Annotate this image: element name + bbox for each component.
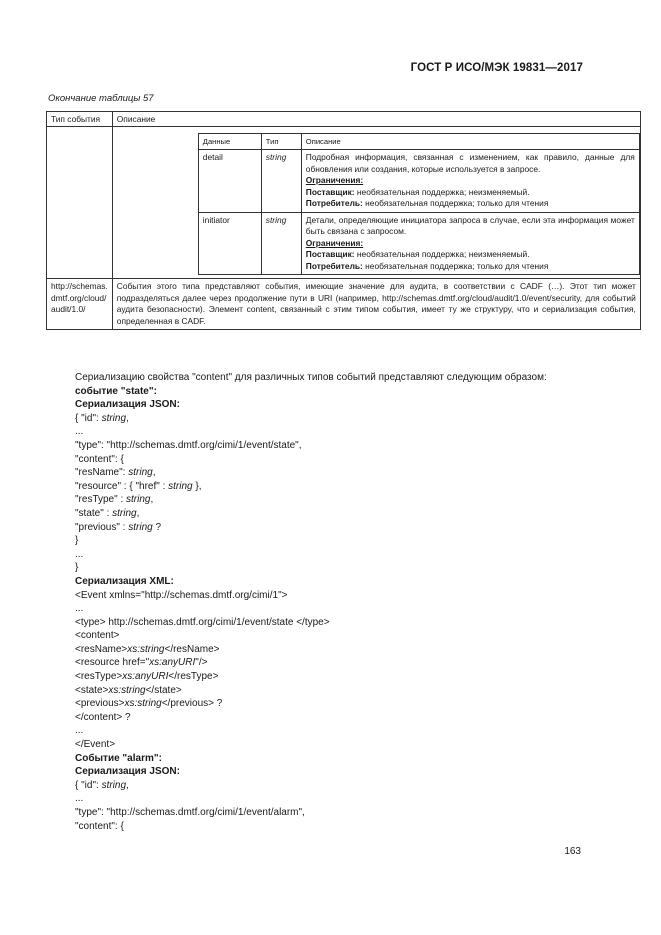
table-caption: Окончание таблицы 57 [48, 93, 154, 104]
provider-text: необязательная поддержка; неизменяемый. [354, 186, 530, 197]
json-heading: Сериализация JSON: [75, 399, 180, 411]
audit-type-cell: http://schemas. dmtf.org/cloud/ audit/1.0/ [47, 279, 113, 330]
provider-text: необязательная поддержка; неизменяемый. [354, 249, 530, 259]
page-number: 163 [564, 846, 581, 857]
state-heading: событие "state": [75, 385, 157, 397]
inner-header-data: Данные [198, 134, 261, 150]
table-header-row [47, 112, 641, 127]
data-desc-cell [301, 212, 639, 275]
xml-heading: Сериализация XML: [75, 575, 174, 587]
data-type-cell: string [261, 150, 301, 213]
inner-header-row [198, 134, 639, 150]
consumer-label: Потребитель: [305, 198, 363, 208]
inner-header-desc: Описание [301, 134, 639, 150]
consumer-label: Потребитель: [305, 260, 363, 271]
consumer-text: необязательная поддержка; только для чтения [362, 260, 549, 271]
audit-desc-cell: События этого типа представляют события, имеющие значение для аудита, в соответствии с CADF (…). Этот тип может подразделяться далее через продолжение пути в URI (например, http://schemas.dmtf.org/cloud/audit/1.0/event/security, для событий аудита безопасности). Элемент content, связанный с этим типом события, имеет ту же структуру, что и сериализация события, определенная в CADF. [112, 279, 640, 330]
provider-label: Поставщик: [305, 186, 355, 197]
state-section: событие "state": Сериализация JSON: { "id": string, ... "type": "http://schemas.dmtf.org/cimi/1/event/state", "content": { "resName": string, "resource" : { "href" : string }, "resType" : string, "state" : string, "previous" : string ? } ... } Сериализация XML: <Event xmlns="http://schemas.dmtf.org/cimi/1"> ... <type> http://schemas.dmtf.org/cimi/1/event/state </type> <content> <resName>xs:string</resName> <resource href="xs:anyURI"/> <resType>xs:anyURI</resType> <state>xs:string</state> <previous>xs:string</previous> ? </content> ? ... </Event> Событие "alarm": Сериализация JSON: { "id": string, ... "type": "http://schemas.dmtf.org/cimi/1/event/alarm", "content": { [48, 385, 582, 834]
document-header: ГОСТ Р ИСО/МЭК 19831—2017 [410, 62, 583, 74]
table-row [47, 279, 641, 330]
header-description: Описание [112, 112, 640, 127]
consumer-text: необязательная поддержка; только для чтения [362, 198, 549, 208]
desc-text: Детали, определяющие инициатора запроса в случае, если эта информация может быть связана с запросом. [305, 214, 635, 236]
inner-row-detail [198, 150, 639, 213]
table-row [47, 127, 641, 279]
json-heading-2: Сериализация JSON: [75, 766, 180, 778]
body-text [48, 371, 582, 833]
desc-text: Подробная информация, связанная с изменением, как правило, данные для обновления или создания, которые используется в запросе. [305, 152, 635, 174]
events-table [46, 111, 641, 330]
provider-label: Поставщик: [305, 249, 355, 259]
data-desc-cell [301, 150, 639, 213]
restrictions-label: Ограничения: [305, 237, 364, 248]
inner-row-initiator [198, 212, 639, 275]
header-event-type: Тип события [47, 112, 113, 127]
data-name-cell: initiator [198, 212, 261, 275]
data-type-cell: string [261, 212, 301, 275]
alarm-heading: Событие "alarm": [75, 752, 162, 764]
intro-paragraph: Сериализацию свойства "content" для различных типов событий представляют следующим образом: [75, 372, 547, 383]
inner-header-type: Тип [261, 134, 301, 150]
data-name-cell: detail [198, 150, 261, 213]
inner-table [198, 133, 640, 275]
restrictions-label: Ограничения: [305, 175, 364, 185]
